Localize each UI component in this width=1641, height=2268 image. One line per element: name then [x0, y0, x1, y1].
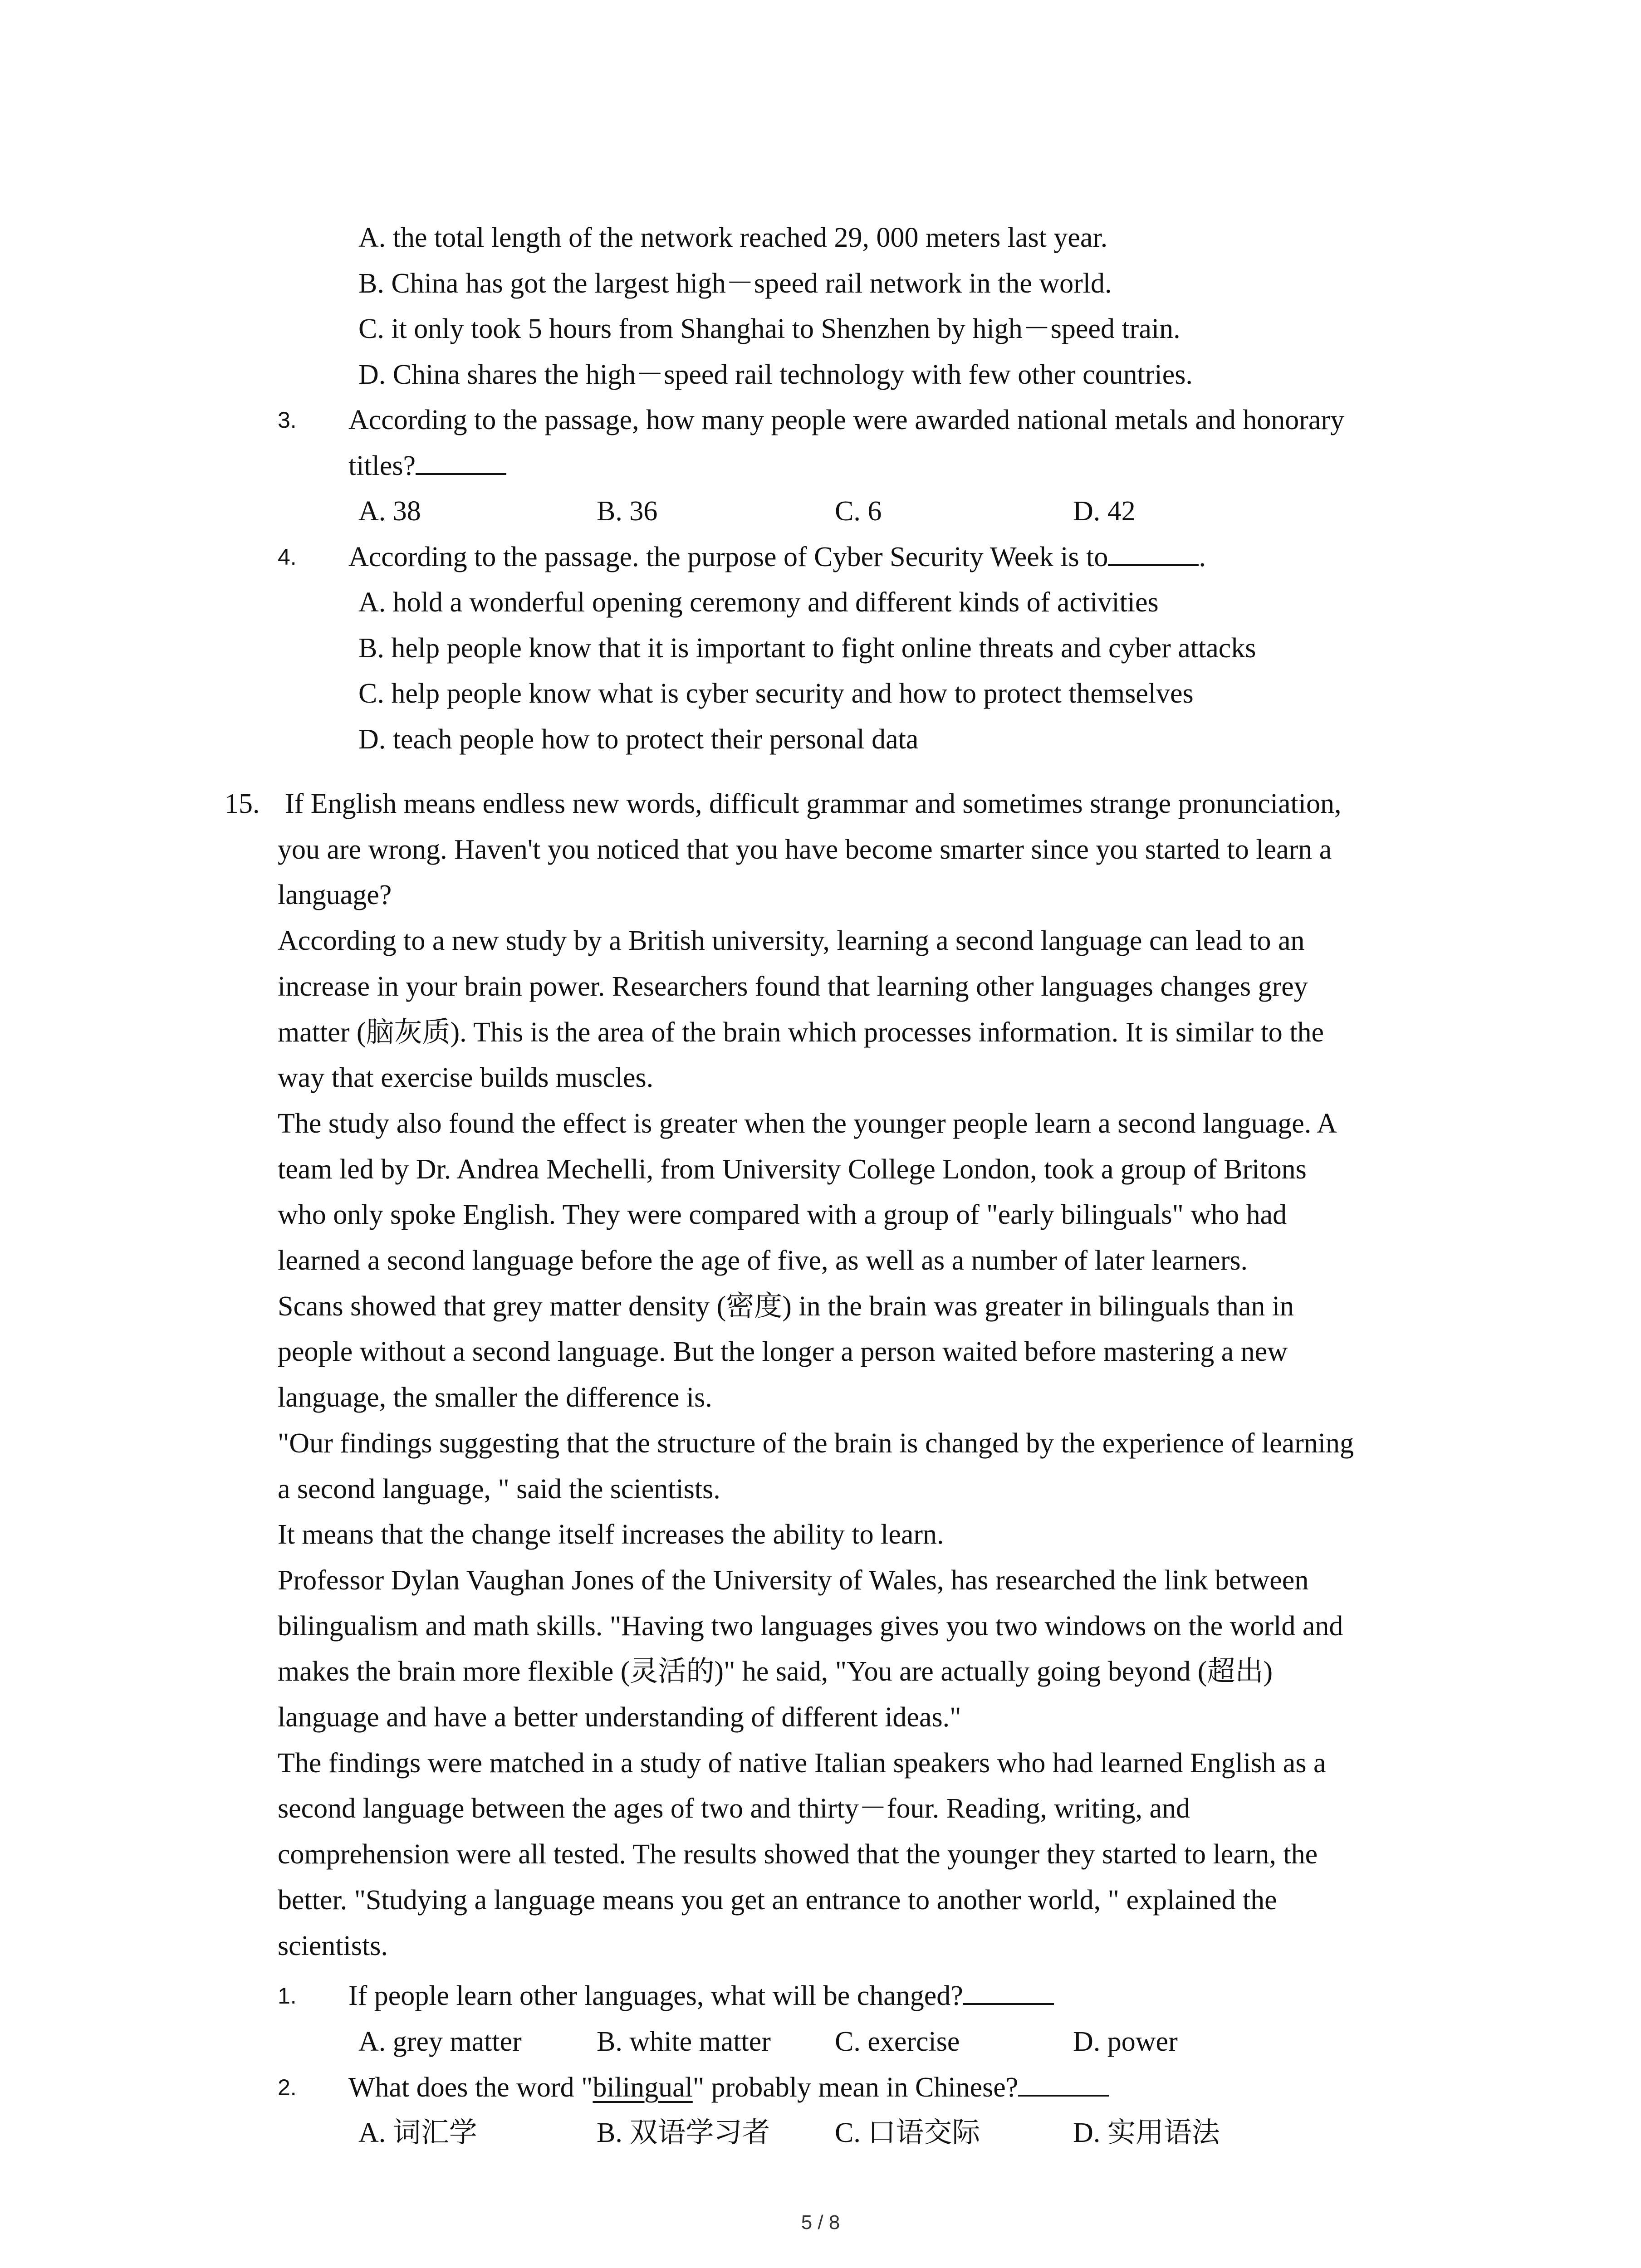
passage-line: Professor Dylan Vaughan Jones of the University of Wales, has researched the link between: [278, 1564, 1309, 1596]
passage-line: language and have a better understanding of different ideas.": [278, 1702, 961, 1733]
sub2-option-d: D. 实用语法: [1073, 2117, 1220, 2148]
q2-option-b: B. China has got the largest high－speed rail network in the world.: [358, 268, 1112, 299]
passage-line: It means that the change itself increases the ability to learn.: [278, 1519, 944, 1550]
sub2-option-c: C. 口语交际: [835, 2117, 980, 2148]
q3-option-b: B. 36: [597, 496, 658, 527]
q15-number: 15.: [225, 788, 260, 819]
answer-blank: [416, 448, 506, 475]
q4-option-d: D. teach people how to protect their personal data: [358, 724, 919, 755]
answer-blank: [963, 1978, 1054, 2005]
passage-line: you are wrong. Haven't you noticed that you have become smarter since you started to learn a: [278, 834, 1332, 865]
passage-line: language?: [278, 880, 392, 911]
page-number: 5 / 8: [801, 2211, 840, 2234]
q4-text: According to the passage. the purpose of Cyber Security Week is to .: [348, 534, 1206, 580]
passage-line: "Our findings suggesting that the structure of the brain is changed by the experience of learning: [278, 1427, 1354, 1459]
passage-line: learned a second language before the age of five, as well as a number of later learners.: [278, 1245, 1248, 1276]
passage-line: team led by Dr. Andrea Mechelli, from University College London, took a group of Britons: [278, 1154, 1307, 1185]
passage-line: comprehension were all tested. The results showed that the younger they started to learn, the: [278, 1839, 1318, 1870]
q4-option-c: C. help people know what is cyber security and how to protect themselves: [358, 678, 1194, 709]
sub1-option-c: C. exercise: [835, 2026, 960, 2057]
answer-blank: [1018, 2069, 1109, 2097]
q4-number: 4.: [278, 544, 297, 570]
sub1-text: If people learn other languages, what will be changed?: [348, 1973, 1054, 2019]
q4-option-b: B. help people know that it is important to fight online threats and cyber attacks: [358, 633, 1256, 664]
passage-line: people without a second language. But the longer a person waited before mastering a new: [278, 1336, 1288, 1368]
passage-line: second language between the ages of two and thirty－four. Reading, writing, and: [278, 1793, 1190, 1824]
passage-line: way that exercise builds muscles.: [278, 1062, 654, 1094]
q2-option-c: C. it only took 5 hours from Shanghai to Shenzhen by high－speed train.: [358, 313, 1181, 344]
q3-option-a: A. 38: [358, 496, 421, 527]
q3-number: 3.: [278, 407, 297, 433]
q2-option-d: D. China shares the high－speed rail technology with few other countries.: [358, 359, 1193, 390]
q2-option-a: A. the total length of the network reached 29, 000 meters last year.: [358, 222, 1108, 253]
passage-line: scientists.: [278, 1930, 388, 1961]
underlined-word: bilingual: [593, 2072, 693, 2103]
passage-line: a second language, " said the scientists.: [278, 1473, 720, 1505]
passage-line: who only spoke English. They were compared with a group of "early bilinguals" who had: [278, 1199, 1287, 1231]
sub2-option-b: B. 双语学习者: [597, 2117, 770, 2148]
passage-line: If English means endless new words, difficult grammar and sometimes strange pronunciation,: [285, 788, 1342, 819]
passage-line: makes the brain more flexible (灵活的)" he said, "You are actually going beyond (超出): [278, 1656, 1273, 1687]
q4-option-a: A. hold a wonderful opening ceremony and different kinds of activities: [358, 587, 1159, 618]
passage-line: According to a new study by a British university, learning a second language can lead to an: [278, 925, 1305, 957]
passage-line: bilingualism and math skills. "Having two languages gives you two windows on the world and: [278, 1610, 1343, 1642]
passage-line: increase in your brain power. Researchers found that learning other languages changes grey: [278, 971, 1308, 1002]
q3-text-line2: titles?: [348, 443, 506, 489]
answer-blank: [1108, 539, 1199, 566]
passage-line: The study also found the effect is greater when the younger people learn a second language. A: [278, 1108, 1337, 1139]
sub2-text: What does the word "bilingual" probably mean in Chinese?: [348, 2065, 1109, 2110]
sub1-option-d: D. power: [1073, 2026, 1178, 2057]
passage-line: Scans showed that grey matter density (密度) in the brain was greater in bilinguals than in: [278, 1290, 1294, 1322]
sub1-option-b: B. white matter: [597, 2026, 771, 2057]
sub1-option-a: A. grey matter: [358, 2026, 522, 2057]
passage-line: The findings were matched in a study of native Italian speakers who had learned English as a: [278, 1747, 1326, 1779]
passage-line: better. "Studying a language means you get an entrance to another world, " explained the: [278, 1884, 1277, 1916]
sub2-number: 2.: [278, 2075, 297, 2100]
q3-option-c: C. 6: [835, 496, 882, 527]
sub1-number: 1.: [278, 1983, 297, 2009]
q3-option-d: D. 42: [1073, 496, 1136, 527]
sub2-option-a: A. 词汇学: [358, 2117, 477, 2148]
passage-line: language, the smaller the difference is.: [278, 1382, 712, 1413]
passage-line: matter (脑灰质). This is the area of the brain which processes information. It is similar to the: [278, 1017, 1324, 1048]
q3-text: According to the passage, how many people were awarded national metals and honorary: [348, 405, 1345, 435]
